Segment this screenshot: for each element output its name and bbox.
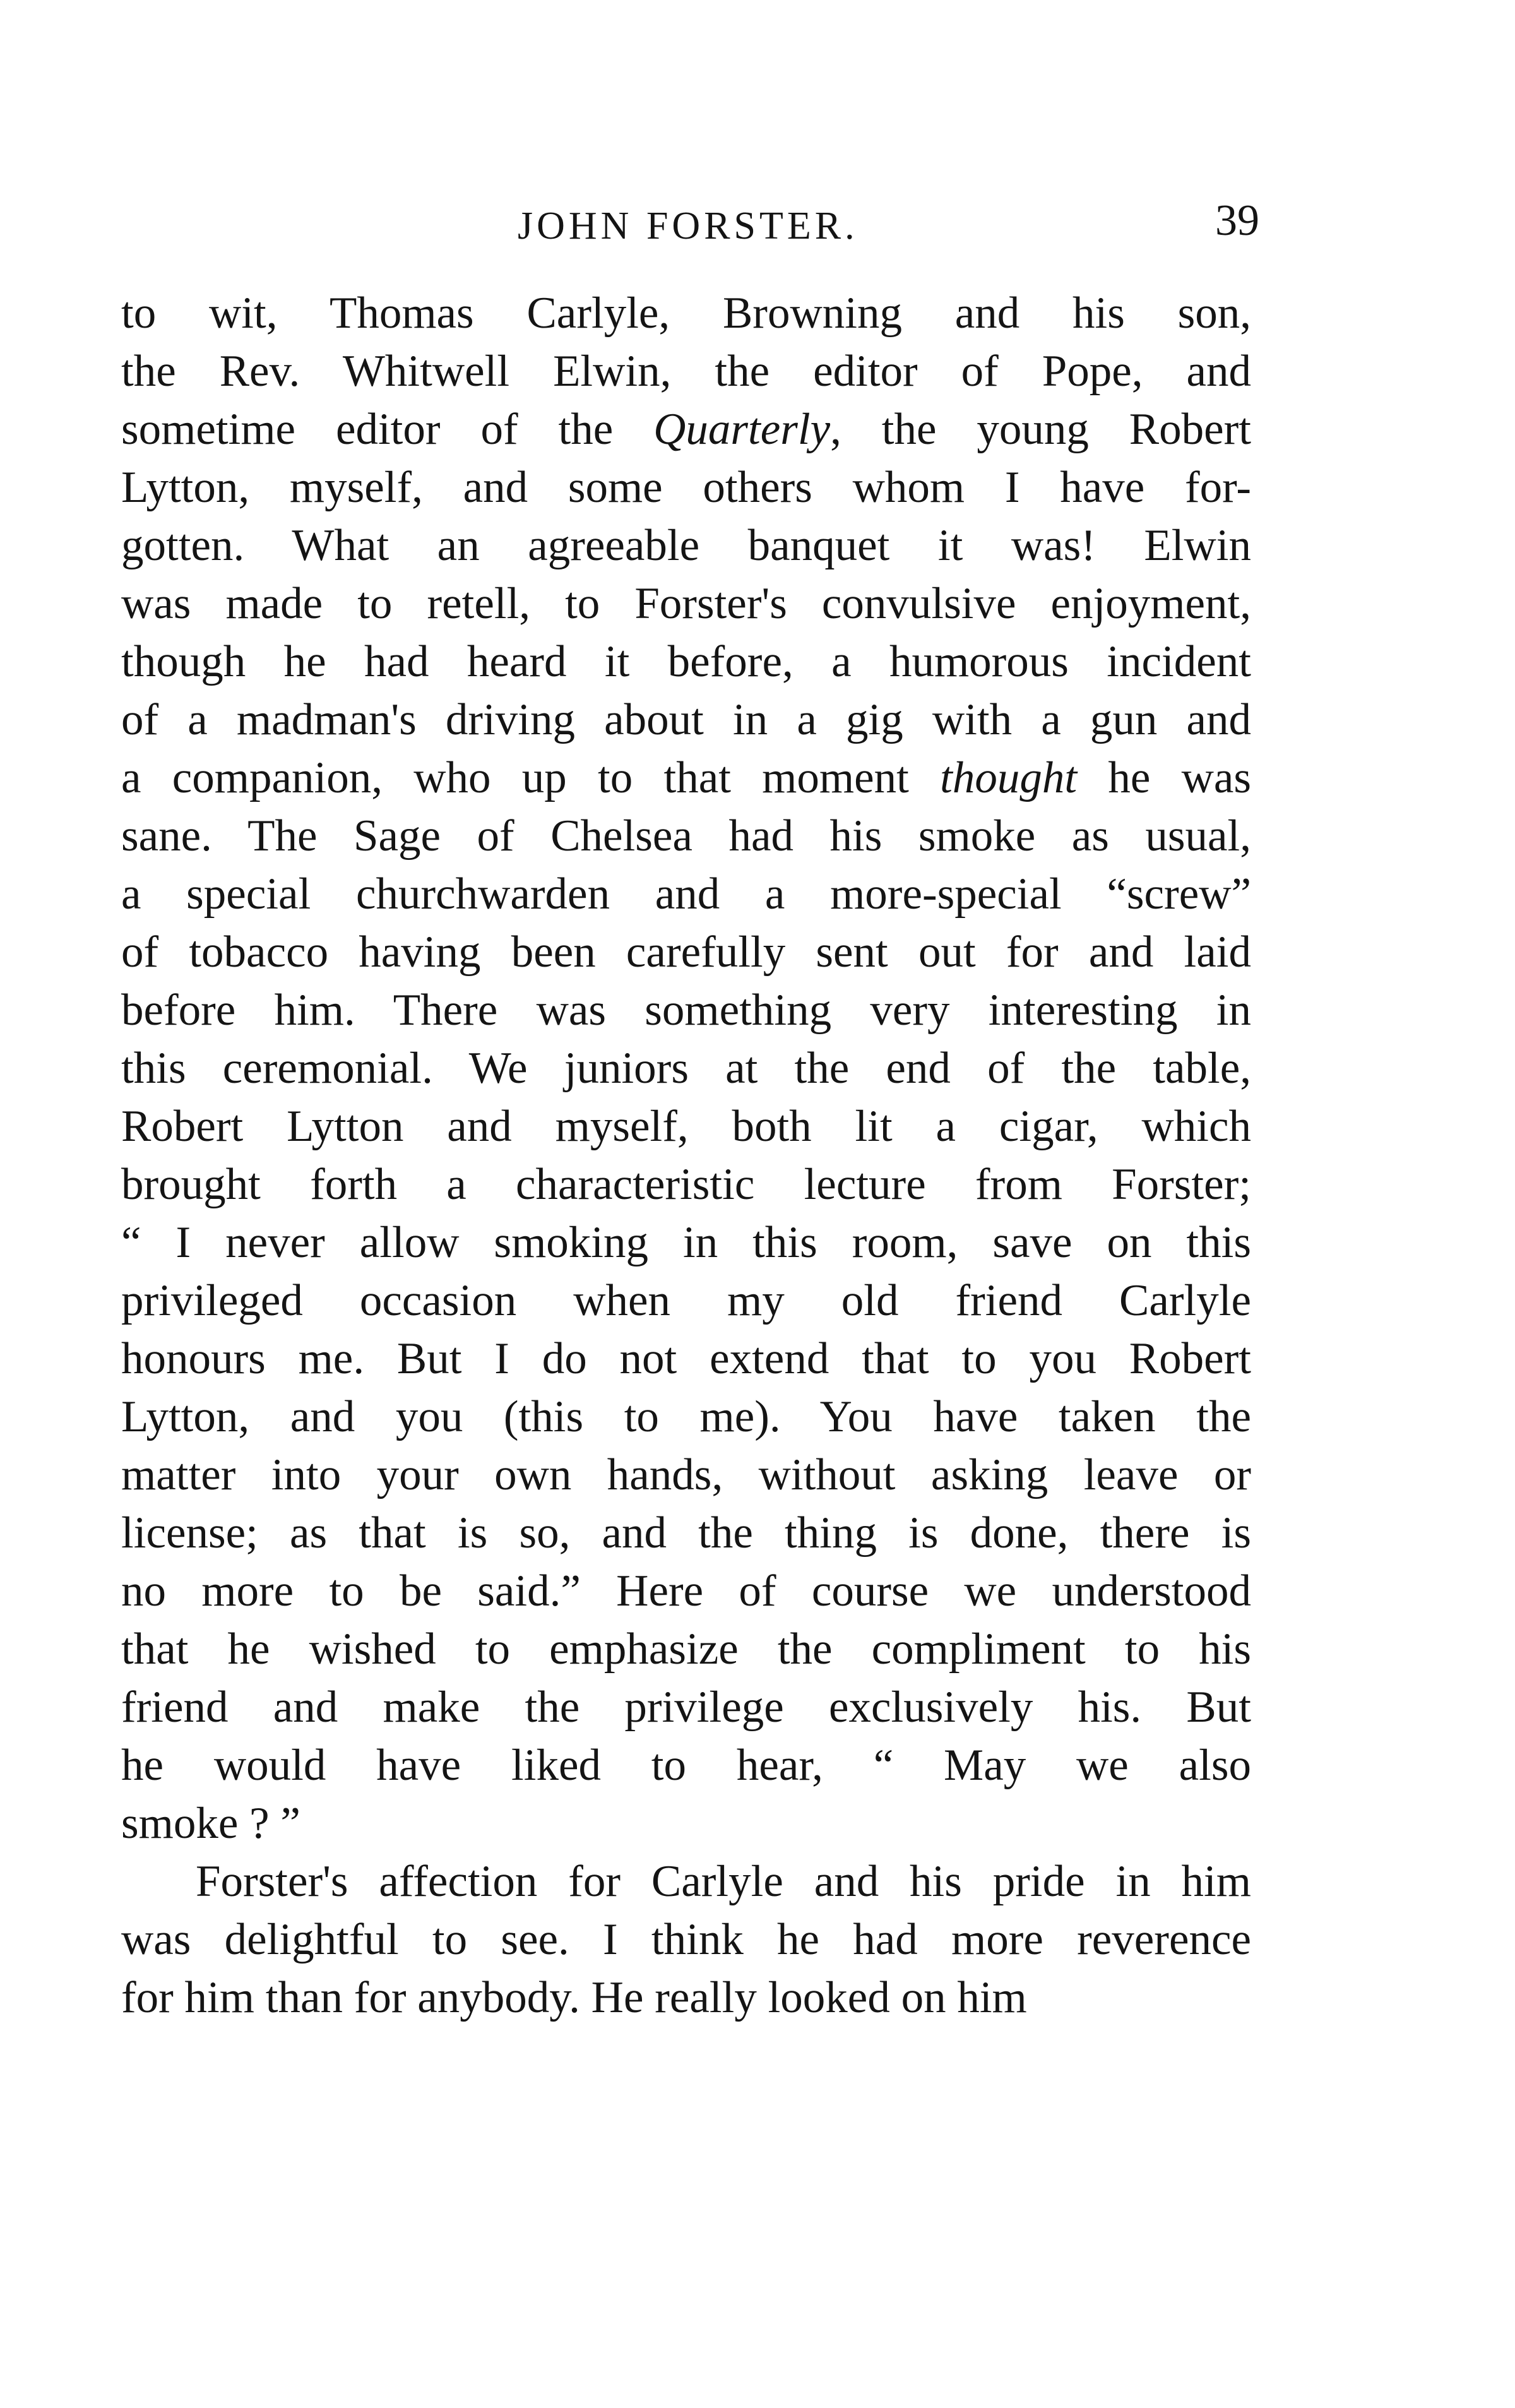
text-line — [121, 1620, 1251, 1678]
text-line — [121, 1155, 1251, 1213]
text-run: a special churchwarden and a more-special “screw” — [121, 869, 1251, 919]
text-line — [121, 284, 1251, 342]
text-line — [121, 1446, 1251, 1504]
text-run: gotten. What an agreeable banquet it was! Elwin — [121, 521, 1251, 570]
text-line — [121, 400, 1251, 458]
text-line — [121, 1504, 1251, 1562]
text-run: this ceremonial. We juniors at the end of the table, — [121, 1044, 1251, 1093]
text-line — [121, 575, 1251, 633]
text-run: of a madman's driving about in a gig with a gun and — [121, 695, 1251, 744]
text-run: Robert Lytton and myself, both lit a cigar, which — [121, 1102, 1251, 1151]
text-line — [121, 807, 1251, 865]
text-line — [121, 1969, 1251, 2027]
text-run: privileged occasion when my old friend Carlyle — [121, 1276, 1251, 1325]
text-line — [121, 1794, 1251, 1852]
text-line — [121, 1272, 1251, 1330]
text-line — [121, 458, 1251, 516]
text-line — [121, 342, 1251, 400]
text-line — [121, 1910, 1251, 1969]
text-run: Forster's affection for Carlyle and his pride in him — [196, 1857, 1251, 1906]
text-run: , the young Robert — [830, 405, 1251, 454]
text-run: was made to retell, to Forster's convulsive enjoyment, — [121, 579, 1251, 628]
text-run: “ I never allow smoking in this room, save on this — [121, 1218, 1251, 1267]
text-line — [121, 923, 1251, 981]
text-run: to wit, Thomas Carlyle, Browning and his son, — [121, 289, 1251, 338]
text-line — [121, 1388, 1251, 1446]
text-line — [121, 1330, 1251, 1388]
text-run: smoke ? ” — [121, 1799, 300, 1848]
text-line — [121, 749, 1251, 807]
text-run: sometime editor of the — [121, 405, 654, 454]
running-head — [0, 189, 1515, 259]
text-run: he would have liked to hear, “ May we also — [121, 1741, 1251, 1790]
text-run: that he wished to emphasize the compliment to his — [121, 1624, 1251, 1674]
text-run: he was — [1077, 753, 1251, 802]
text-run: license; as that is so, and the thing is done, there is — [121, 1508, 1251, 1558]
page-number: 39 — [1215, 196, 1259, 245]
paragraph — [121, 1852, 1251, 2027]
text-run: friend and make the privilege exclusively his. But — [121, 1683, 1251, 1732]
text-line — [121, 1097, 1251, 1155]
italic-text: Quarterly — [653, 405, 831, 454]
text-run: though he had heard it before, a humorous incident — [121, 637, 1251, 686]
text-run: the Rev. Whitwell Elwin, the editor of Pope, and — [121, 347, 1251, 396]
text-run: brought forth a characteristic lecture from Forster; — [121, 1160, 1251, 1209]
text-line — [121, 1039, 1251, 1097]
text-line — [121, 633, 1251, 691]
text-run: matter into your own hands, without asking leave or — [121, 1450, 1251, 1499]
text-line — [121, 691, 1251, 749]
text-line — [121, 865, 1251, 923]
text-run: sane. The Sage of Chelsea had his smoke as usual, — [121, 811, 1251, 861]
text-line — [121, 1213, 1251, 1272]
text-run: no more to be said.” Here of course we understood — [121, 1566, 1251, 1616]
text-run: was delightful to see. I think he had more reverence — [121, 1915, 1251, 1964]
text-run: honours me. But I do not extend that to you Robert — [121, 1334, 1251, 1383]
text-line — [121, 1852, 1251, 1910]
text-run: a companion, who up to that moment — [121, 753, 941, 802]
italic-text: thought — [940, 753, 1078, 802]
text-line — [121, 1736, 1251, 1794]
text-line — [121, 1562, 1251, 1620]
text-line — [121, 1678, 1251, 1736]
running-title: JOHN FORSTER. — [518, 205, 858, 247]
text-line — [121, 516, 1251, 575]
paragraph — [121, 284, 1251, 1852]
text-run: for him than for anybody. He really looked on him — [121, 1973, 1027, 2022]
text-run: Lytton, and you (this to me). You have taken the — [121, 1392, 1251, 1441]
text-run: Lytton, myself, and some others whom I have for- — [121, 463, 1251, 512]
text-line — [121, 981, 1251, 1039]
text-run: of tobacco having been carefully sent out for and laid — [121, 927, 1251, 977]
body-text — [121, 284, 1251, 2027]
text-run: before him. There was something very interesting in — [121, 986, 1251, 1035]
